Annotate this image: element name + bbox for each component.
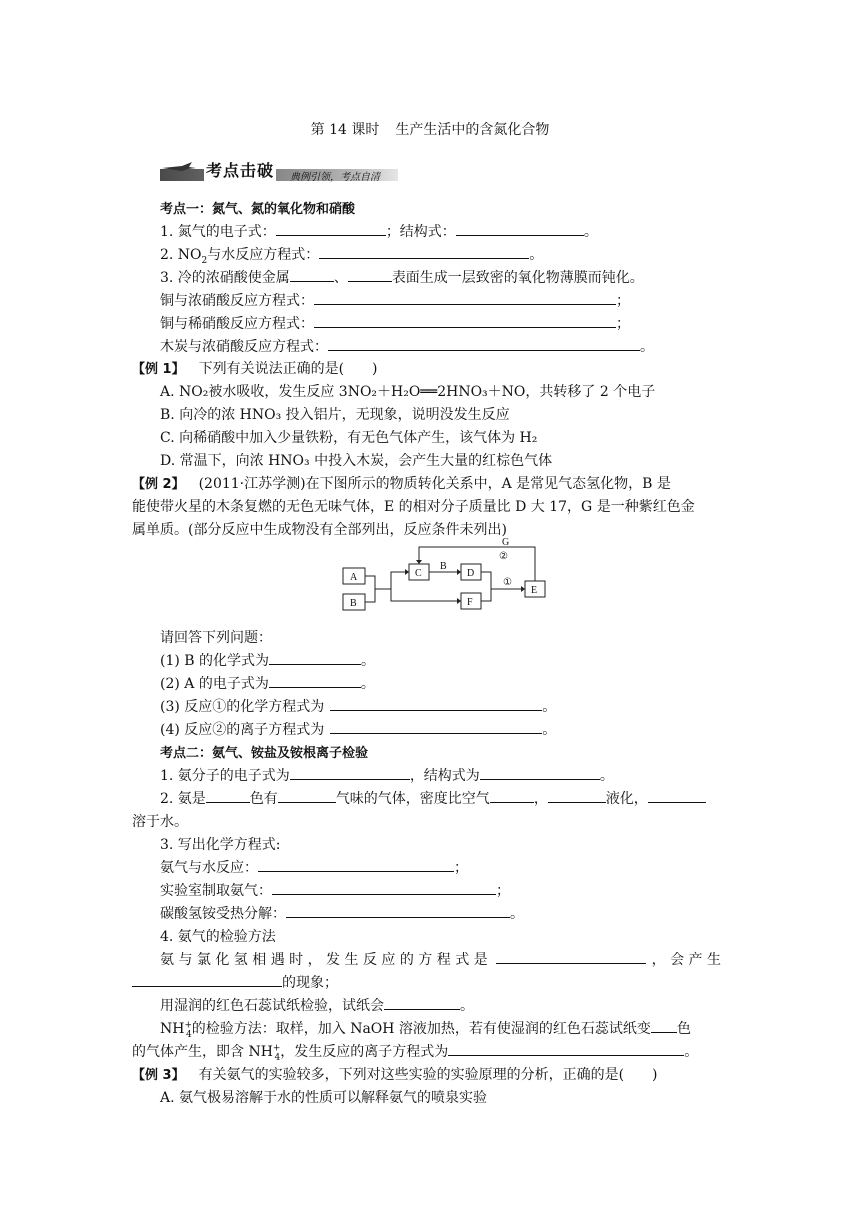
s1-item-1 (160, 221, 598, 241)
answer-blank (448, 1041, 684, 1056)
diagram-svg (339, 537, 551, 617)
text: ，发生反应的离子方程式为 (280, 1044, 449, 1060)
text: 1. 氨分子的电子式为 (160, 768, 290, 784)
edge-label-b: B (440, 561, 447, 572)
text: (2011·江苏学测)在下图所示的物质转化关系中，A 是常见气态氢化物，B 是 (198, 476, 671, 492)
subscript: 2 (201, 255, 208, 266)
answer-blank (490, 788, 534, 803)
text: 3. 冷的浓硝酸使金属 (160, 270, 290, 286)
arrowhead-e (521, 586, 525, 592)
text: 实验室制取氨气： (160, 883, 272, 899)
s2-item-1 (160, 765, 614, 785)
arrowhead-d (457, 569, 461, 575)
section-banner (160, 156, 400, 186)
arrow-f-join (481, 589, 491, 601)
join-ab (365, 576, 375, 602)
answer-blank (348, 267, 392, 282)
example-2-line-3: 属单质。(部分反应中生成物没有全部列出，反应条件未列出) (132, 522, 507, 538)
text: 1. 氮气的电子式： (160, 224, 276, 240)
text: 铜与浓硝酸反应方程式： (160, 293, 314, 309)
node-b-label: B (350, 598, 357, 609)
answer-blank (548, 788, 606, 803)
answer-blank (290, 267, 334, 282)
text: 下列有关说法正确的是( ) (198, 361, 378, 377)
section-2-heading: 考点二：氨气、铵盐及铵根离子检验 (160, 746, 369, 761)
airplane-icon (162, 162, 196, 172)
text: 与水反应方程式： (207, 247, 320, 263)
s2-item-4: 4. 氨气的检验方法 (160, 929, 276, 945)
ion-subscript: 4 (186, 1029, 192, 1040)
answer-blank (328, 336, 640, 351)
text: ， 会 产 生 (651, 952, 722, 968)
answer-blank (206, 788, 250, 803)
text: ； (496, 883, 510, 899)
text: 氨 与 氯 化 氢 相 遇 时 ， 发 生 反 应 的 方 程 式 是 (160, 952, 488, 968)
answer-blank (496, 949, 646, 964)
text: (4) 反应②的离子方程式为 (160, 722, 325, 738)
lesson-topic: 生产生活中的含氮化合物 (395, 122, 550, 138)
arrow-to-c (375, 572, 407, 589)
text: ； (616, 293, 630, 309)
section-1-heading: 考点一：氮气、氮的氧化物和硝酸 (160, 202, 356, 217)
ion-subscript: 4 (274, 1052, 281, 1063)
text: 。 (360, 676, 375, 692)
s2-item-4c (160, 1018, 691, 1040)
example-2-q1 (160, 650, 375, 670)
lesson-number: 第 14 课时 (310, 122, 380, 138)
example-label: 【例 1】 (132, 362, 185, 377)
s2-item-4c-cont (132, 1041, 698, 1063)
answer-blank (258, 857, 454, 872)
answer-blank (648, 788, 706, 803)
answer-blank (132, 972, 282, 987)
page-title (0, 119, 860, 139)
example-3-stem (132, 1064, 658, 1084)
text: 气味的气体，密度比空气 (335, 791, 490, 807)
example-1-stem (132, 358, 378, 378)
text: 用湿润的红色石蕊试纸检验，试纸会 (160, 998, 384, 1014)
example-label: 【例 3】 (132, 1068, 185, 1083)
text: (1) B 的化学式为 (160, 653, 270, 669)
node-f-label: F (467, 597, 473, 608)
text: 。 (542, 699, 557, 715)
node-c-label: C (415, 568, 422, 579)
banner-title: 考点击破 (204, 158, 276, 181)
text: 木炭与浓硝酸反应方程式： (160, 339, 328, 355)
s2-item-3b (160, 880, 510, 900)
text: 。 (599, 768, 614, 784)
text: ； (616, 316, 630, 332)
arrow-to-f (391, 589, 459, 601)
answer-blank (269, 650, 361, 665)
example-2-q3 (160, 696, 556, 716)
text: 表面生成一层致密的氧化物薄膜而钝化。 (391, 270, 644, 286)
banner-subtitle: 典例引领，考点自清 (290, 172, 380, 183)
text: 的现象； (282, 975, 338, 991)
text: 。 (640, 339, 654, 355)
example-2-q2 (160, 673, 375, 693)
text: 。 (542, 722, 557, 738)
arrowhead-c (405, 569, 409, 575)
s2-item-2-cont: 溶于水。 (132, 814, 188, 830)
text: 2. 氨是 (160, 791, 206, 807)
s2-item-4b (160, 995, 474, 1015)
answer-blank (330, 719, 542, 734)
text: 、 (333, 270, 348, 286)
example-3-option-a: A. 氨气极易溶解于水的性质可以解释氨气的喷泉实验 (160, 1090, 488, 1106)
edge-label-g: G (502, 537, 510, 548)
text: 液化， (605, 791, 648, 807)
text: (3) 反应①的化学方程式为 (160, 699, 325, 715)
answer-blank (651, 1018, 677, 1033)
example-1-option-b: B. 向冷的浓 HNO₃ 投入铝片，无现象，说明没发生反应 (160, 407, 510, 423)
node-a-label: A (350, 572, 358, 583)
answer-blank (456, 221, 584, 236)
example-1-option-c: C. 向稀硝酸中加入少量铁粉，有无色气体产生，该气体为 H₂ (160, 430, 538, 446)
answer-blank (286, 903, 510, 918)
text: ；结构式： (385, 224, 456, 240)
s1-item-4 (160, 290, 630, 310)
ion-charge: + (272, 1043, 281, 1054)
text: ，结构式为 (409, 768, 480, 784)
text: 的检验方法：取样，加入 NaOH 溶液加热，若有使湿润的红色石蕊试纸变 (191, 1021, 651, 1037)
text: 2. NO (160, 247, 202, 263)
answer-blank (290, 765, 410, 780)
text: 碳酸氢铵受热分解： (160, 906, 286, 922)
text: 色 (676, 1021, 691, 1037)
s2-item-3c (160, 903, 524, 923)
answer-blank (272, 880, 496, 895)
answer-blank (314, 313, 616, 328)
answer-blank (330, 696, 542, 711)
text: 。 (510, 906, 524, 922)
text: (2) A 的电子式为 (160, 676, 269, 692)
example-2-ask: 请回答下列问题： (160, 630, 272, 646)
answer-blank (276, 221, 386, 236)
s1-item-5 (160, 313, 630, 333)
text: 的气体产生，即含 NH (132, 1044, 273, 1060)
s1-item-3 (160, 267, 644, 287)
answer-blank (384, 995, 460, 1010)
node-d-label: D (467, 568, 475, 579)
text: 有关氨气的实验较多，下列对这些实验的实验原理的分析，正确的是( ) (198, 1067, 658, 1083)
text: 。 (361, 653, 376, 669)
s2-item-4a-cont (132, 972, 338, 992)
answer-blank (314, 290, 616, 305)
s2-item-4a (160, 949, 721, 969)
answer-blank (269, 673, 361, 688)
s2-item-2 (160, 788, 706, 808)
text: NH (160, 1021, 185, 1037)
ion-charge: + (184, 1020, 193, 1031)
text: ； (454, 860, 468, 876)
text: 。 (583, 224, 598, 240)
node-e-label: E (531, 585, 538, 596)
text: 氨气与水反应： (160, 860, 258, 876)
text: 。 (460, 998, 474, 1014)
text: 。 (684, 1044, 699, 1060)
s2-item-3: 3. 写出化学方程式: (160, 837, 281, 853)
example-2-q4 (160, 719, 556, 739)
text: ， (533, 791, 548, 807)
edge-label-reaction-1: ① (503, 577, 512, 588)
text: 铜与稀硝酸反应方程式： (160, 316, 314, 332)
transformation-diagram (339, 537, 551, 617)
example-2-line-2: 能使带火星的木条复燃的无色无味气体，E 的相对分子质量比 D 大 17，G 是一种紫红色金 (132, 499, 695, 515)
answer-blank (278, 788, 336, 803)
answer-blank (319, 244, 529, 259)
answer-blank (480, 765, 600, 780)
s2-item-3a (160, 857, 468, 877)
example-2-line-1 (132, 473, 671, 493)
example-1-option-d: D. 常温下，向浓 HNO₃ 中投入木炭，会产生大量的红棕色气体 (160, 453, 553, 469)
example-label: 【例 2】 (132, 477, 185, 492)
s1-item-6 (160, 336, 654, 356)
arrowhead-back-c (416, 560, 422, 564)
example-1-option-a: A. NO₂被水吸收，发生反应 3NO₂＋H₂O══2HNO₃＋NO，共转移了 2 个电子 (160, 384, 656, 400)
s1-item-2 (160, 244, 543, 266)
arrow-d-to-e (481, 572, 523, 589)
edge-label-reaction-2: ② (499, 551, 508, 562)
arrowhead-f (457, 598, 461, 604)
text: 。 (529, 247, 544, 263)
text: 色有 (249, 791, 278, 807)
